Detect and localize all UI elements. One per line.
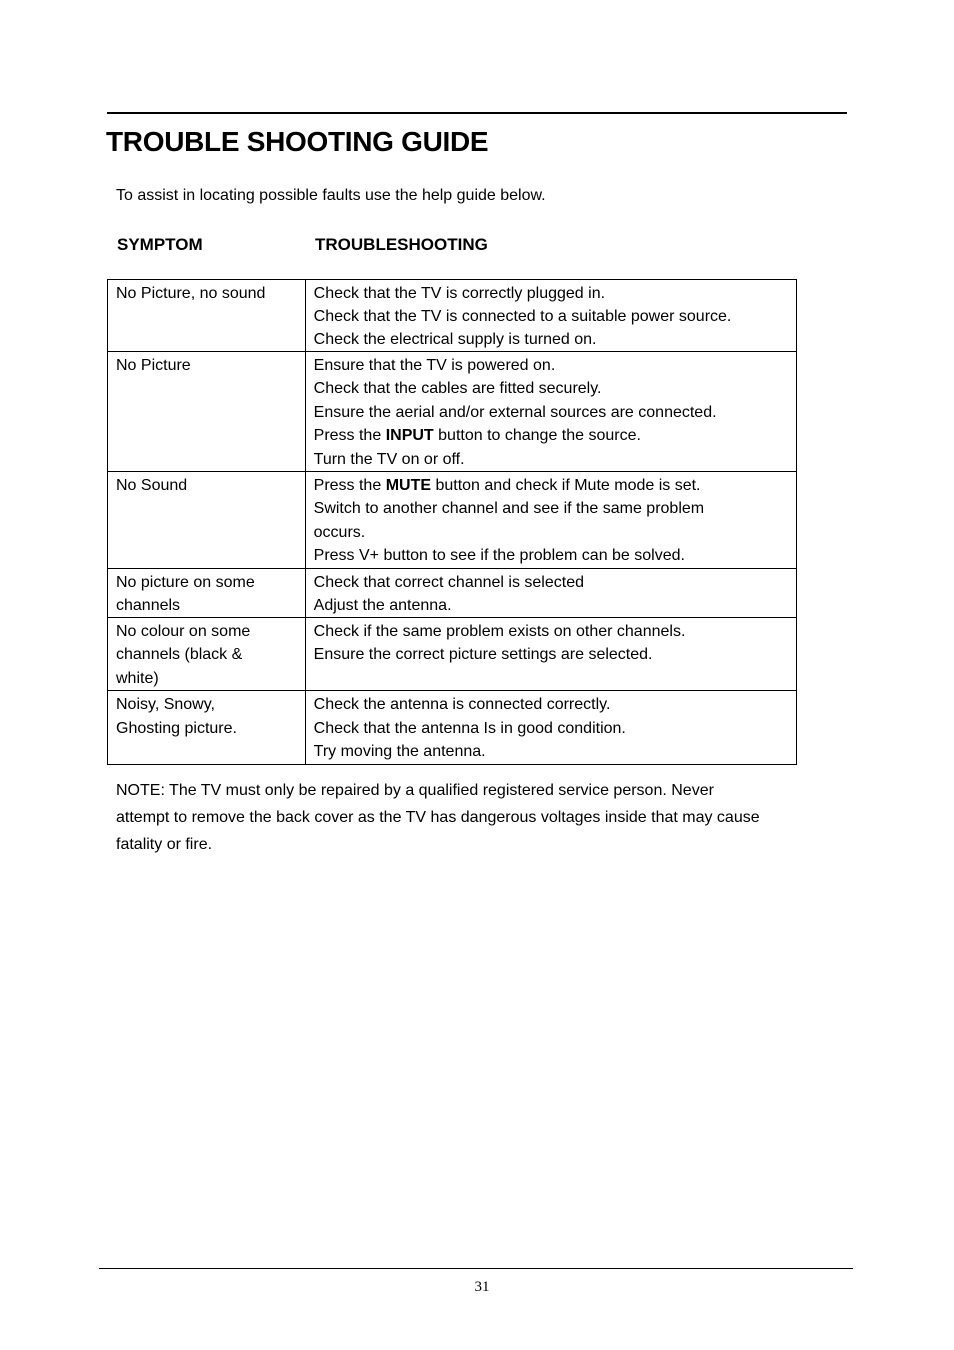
column-header-symptom: SYMPTOM [117, 235, 203, 254]
symptom-text: No picture on some [116, 573, 255, 591]
fix-text-with-button [314, 474, 788, 497]
fix-text: Check that the TV is connected to a suitable power source. [313, 308, 732, 325]
symptom-text: channels [116, 596, 181, 614]
fix-text: Check the electrical supply is turned on. [313, 331, 597, 348]
note-line: NOTE: The TV must only be repaired by a qualified registered service person. Never [116, 782, 714, 799]
table-row [108, 691, 797, 765]
troubleshooting-table [107, 279, 797, 765]
symptom-cell [108, 472, 306, 569]
troubleshooting-cell [305, 280, 796, 352]
page-title: TROUBLE SHOOTING GUIDE [106, 126, 489, 157]
symptom-text: No colour on some [116, 622, 251, 640]
fix-text: Ensure that the TV is powered on. [313, 357, 556, 374]
fix-text: occurs. [313, 523, 366, 541]
fix-button-suffix: button and check if Mute mode is set. [435, 477, 701, 495]
column-header-troubleshooting: TROUBLESHOOTING [315, 235, 488, 254]
input-button-name: INPUT [385, 427, 434, 445]
top-rule [107, 112, 847, 114]
fix-button-prefix: Press the [313, 427, 382, 445]
fix-button-suffix: button to change the source. [438, 427, 641, 445]
fix-text: Check that the antenna Is in good condition. [313, 719, 626, 737]
troubleshooting-cell [305, 352, 796, 472]
fix-text: Check that correct channel is selected [313, 573, 584, 591]
page-number: 31 [474, 1279, 490, 1295]
symptom-text: No Picture, no sound [116, 285, 266, 302]
fix-text: Ensure the correct picture settings are selected. [313, 646, 653, 664]
note-line: attempt to remove the back cover as the TV has dangerous voltages inside that may cause [116, 809, 760, 826]
safety-note [116, 777, 846, 858]
symptom-cell [108, 280, 306, 352]
troubleshooting-cell [305, 568, 796, 617]
symptom-cell [108, 617, 306, 691]
troubleshooting-cell [305, 617, 796, 691]
symptom-text: white) [116, 669, 159, 687]
note-line: fatality or fire. [116, 836, 213, 853]
fix-text-with-button [314, 424, 788, 447]
fix-text: Switch to another channel and see if the same problem [313, 500, 705, 518]
fix-text: Press V+ button to see if the problem can be solved. [313, 547, 685, 565]
symptom-cell [108, 691, 306, 765]
table-row [108, 280, 797, 352]
fix-text: Turn the TV on or off. [313, 450, 465, 468]
fix-button-prefix: Press the [313, 477, 382, 495]
fix-text: Try moving the antenna. [313, 743, 486, 761]
symptom-cell [108, 352, 306, 472]
footer-rule [99, 1268, 853, 1269]
fix-text: Adjust the antenna. [313, 596, 452, 614]
mute-button-name: MUTE [385, 477, 432, 495]
intro-text: To assist in locating possible faults use the help guide below. [116, 187, 546, 204]
fix-text: Check that the cables are fitted securely. [313, 380, 602, 398]
troubleshooting-cell [305, 472, 796, 569]
table-row [108, 568, 797, 617]
fix-text: Check that the TV is correctly plugged in. [313, 285, 606, 302]
symptom-text: channels (black & [116, 646, 243, 664]
table-row [108, 472, 797, 569]
fix-text: Check the antenna is connected correctly. [313, 696, 611, 714]
table-row [108, 352, 797, 472]
table-row [108, 617, 797, 691]
symptom-text: No Picture [116, 357, 191, 374]
troubleshooting-cell [305, 691, 796, 765]
symptom-text: Noisy, Snowy, [116, 696, 215, 714]
symptom-cell [108, 568, 306, 617]
fix-text: Check if the same problem exists on other channels. [313, 622, 686, 640]
symptom-text: Ghosting picture. [116, 719, 237, 737]
symptom-text: No Sound [116, 477, 188, 495]
fix-text: Ensure the aerial and/or external sources are connected. [313, 403, 717, 421]
